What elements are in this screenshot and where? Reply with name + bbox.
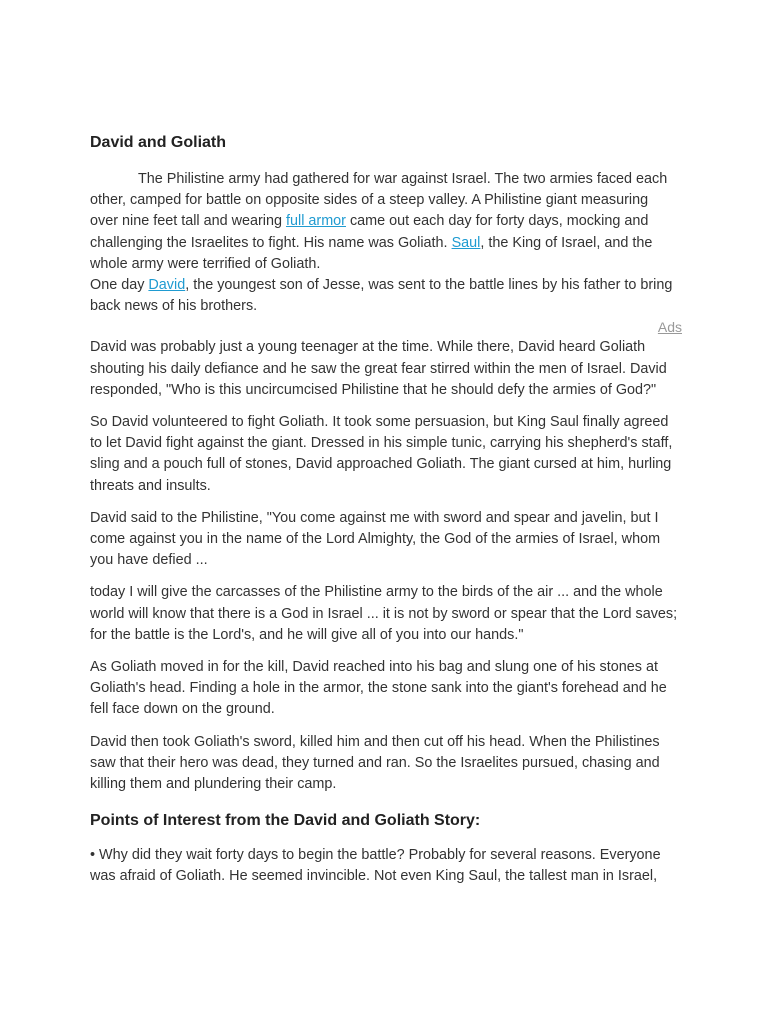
ads-link[interactable]: Ads xyxy=(657,319,682,336)
article-title: David and Goliath xyxy=(90,134,227,151)
paragraph-3: David was probably just a young teenager at the time. While there, David heard Goliath shouting his daily defiance and he saw the great fear stirred within the men of Israel. David responded, "Who is this uncircumcised Philistine that he should defy the armies of God?" xyxy=(90,339,667,398)
paragraph-4: So David volunteered to fight Goliath. It took some persuasion, but King Saul finally agreed to let David fight against the giant. Dressed in his simple tunic, carrying his shepherd's staff, sling and a pouch full of stones, David approached Goliath. The giant cursed at him, hurling threats and insults. xyxy=(90,414,673,494)
bullet-paragraph: • Why did they wait forty days to begin the battle? Probably for several reasons. Everyone was afraid of Goliath. He seemed invincible. Not even King Saul, the tallest man in Israel, xyxy=(90,847,661,885)
saul-link[interactable]: Saul xyxy=(451,234,481,251)
paragraph-2 xyxy=(90,275,680,317)
paragraph-8: David then took Goliath's sword, killed him and then cut off his head. When the Philistines saw that their hero was dead, they turned and ran. So the Israelites pursued, chasing and killing them and plundering their camp. xyxy=(90,733,660,793)
paragraph-6: today I will give the carcasses of the Philistine army to the birds of the air ... and the whole world will know that there is a God in Israel ... it is not by sword or spear that the Lord saves; for the battle is the Lord's, and he will give all of you into our hands." xyxy=(90,584,678,643)
paragraph-7: As Goliath moved in for the kill, David reached into his bag and slung one of his stones at Goliath's head. Finding a hole in the armor, the stone sank into the giant's forehead and he fell face down on the ground. xyxy=(90,659,667,718)
paragraph-1-text-b: came out each day for forty days, mocking and challenging the Israelites to fight. His name was Goliath. xyxy=(90,213,649,251)
ads-row xyxy=(90,317,682,337)
section-heading: Points of Interest from the David and Goliath Story: xyxy=(90,812,481,830)
paragraph-5: David said to the Philistine, "You come against me with sword and spear and javelin, but I come against you in the name of the Lord Almighty, the God of the armies of Israel, whom you have defied ... xyxy=(90,509,661,569)
paragraph-1 xyxy=(90,169,680,275)
david-link[interactable]: David xyxy=(148,277,186,294)
article xyxy=(90,131,680,888)
paragraph-2-text-b: , the youngest son of Jesse, was sent to the battle lines by his father to bring back news of his brothers. xyxy=(90,277,673,315)
paragraph-2-text-a: One day xyxy=(90,277,149,294)
full-armor-link[interactable]: full armor xyxy=(286,213,346,230)
paragraph-1-text-c: , the King of Israel, and the whole army were terrified of Goliath. xyxy=(90,234,653,272)
paragraph-1-text-a: The Philistine army had gathered for war against Israel. The two armies faced each other, camped for battle on opposite sides of a steep valley. A Philistine giant measuring over nine feet tall and wearing xyxy=(90,171,668,230)
